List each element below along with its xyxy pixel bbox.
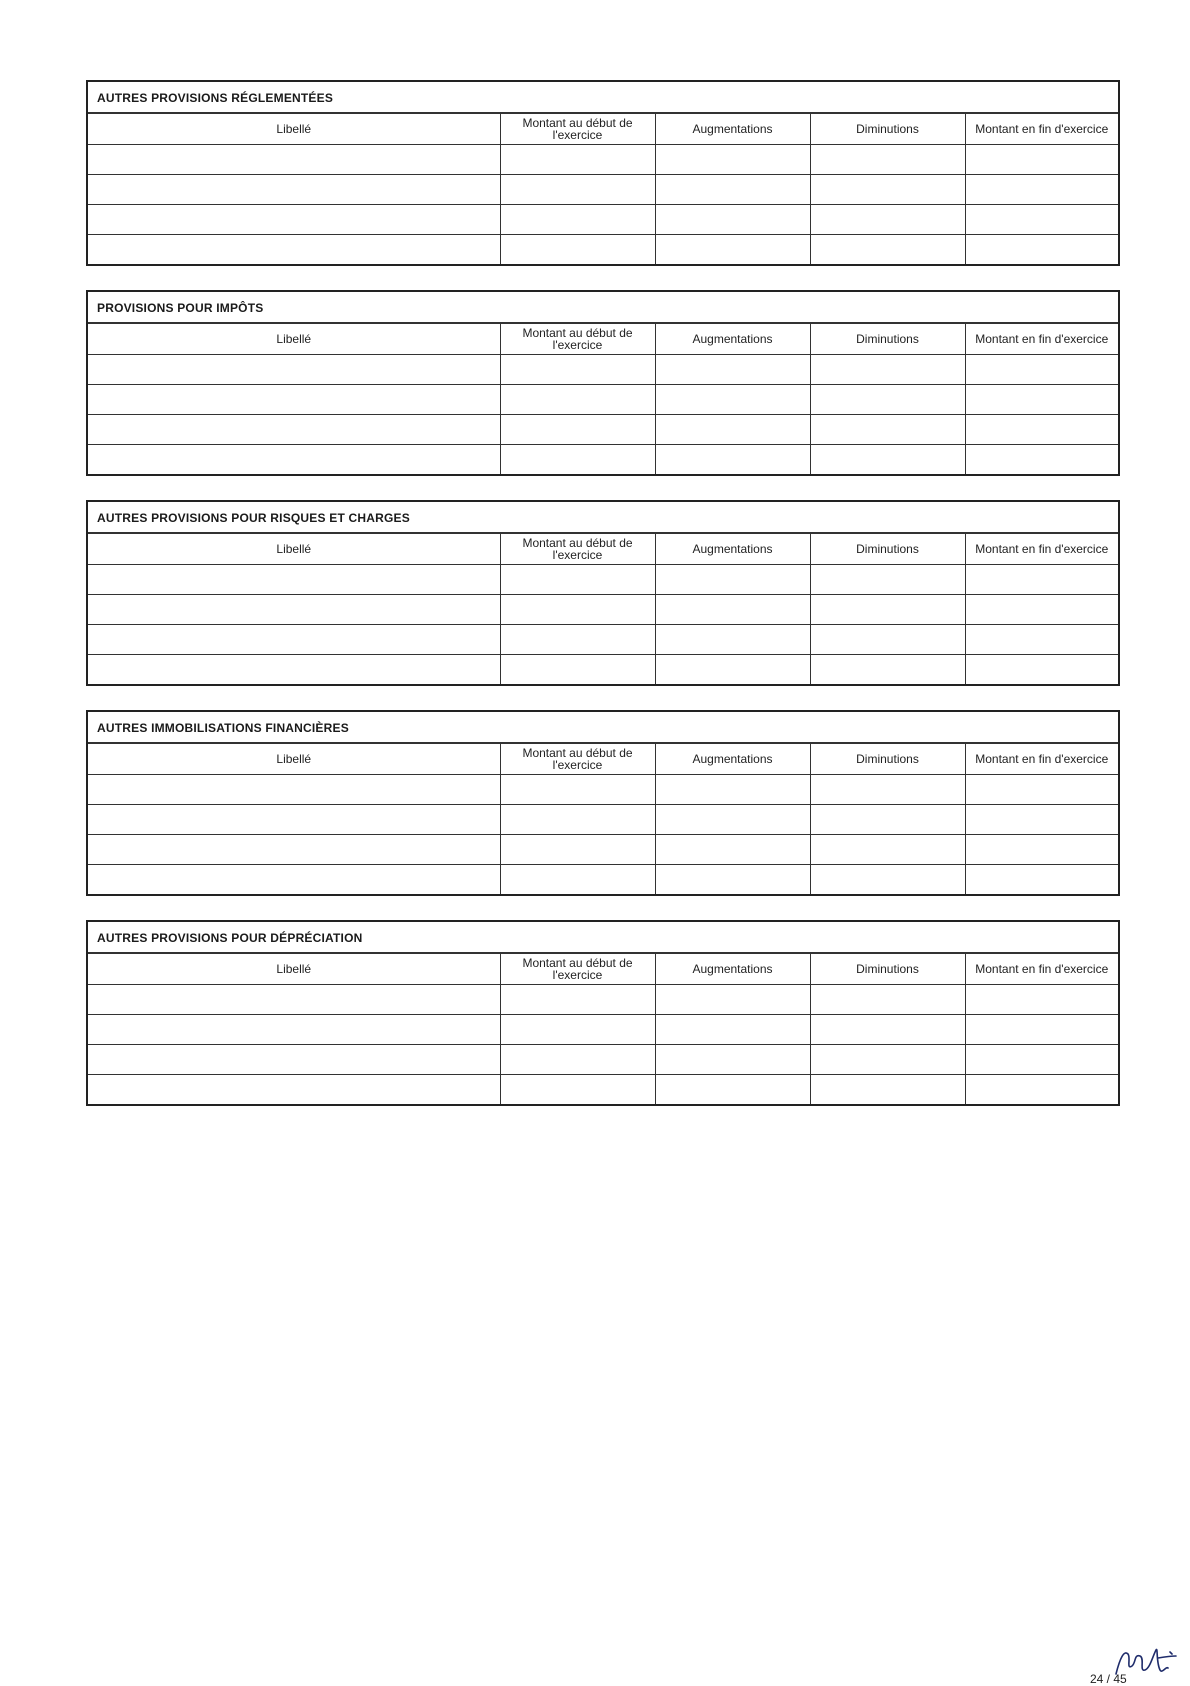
cell-libelle[interactable] <box>88 625 500 655</box>
cell-libelle[interactable] <box>88 355 500 385</box>
cell-montant-fin[interactable] <box>965 1045 1118 1075</box>
cell-montant-debut[interactable] <box>500 655 655 685</box>
header-montant-debut <box>500 324 655 355</box>
header-montant-debut-line1: Montant au début de <box>522 536 633 550</box>
header-montant-debut-line1: Montant au début de <box>522 746 633 760</box>
header-libelle: Libellé <box>88 534 500 565</box>
header-augmentations: Augmentations <box>655 534 810 565</box>
cell-augmentations[interactable] <box>655 145 810 175</box>
cell-augmentations[interactable] <box>655 1075 810 1105</box>
cell-montant-fin[interactable] <box>965 355 1118 385</box>
cell-montant-debut[interactable] <box>500 145 655 175</box>
table-row <box>88 355 1118 385</box>
cell-montant-fin[interactable] <box>965 595 1118 625</box>
table-row <box>88 655 1118 685</box>
section-autres-provisions-depreciation <box>86 920 1120 1106</box>
cell-libelle[interactable] <box>88 445 500 475</box>
header-diminutions: Diminutions <box>810 534 965 565</box>
provisions-table <box>88 953 1118 1104</box>
section-provisions-pour-impots <box>86 290 1120 476</box>
header-libelle: Libellé <box>88 114 500 145</box>
cell-montant-fin[interactable] <box>965 1015 1118 1045</box>
page-number: 24 / 45 <box>1090 1672 1127 1686</box>
cell-diminutions[interactable] <box>810 175 965 205</box>
cell-augmentations[interactable] <box>655 985 810 1015</box>
cell-montant-fin[interactable] <box>965 445 1118 475</box>
cell-montant-fin[interactable] <box>965 865 1118 895</box>
cell-diminutions[interactable] <box>810 355 965 385</box>
cell-diminutions[interactable] <box>810 565 965 595</box>
cell-libelle[interactable] <box>88 145 500 175</box>
cell-augmentations[interactable] <box>655 625 810 655</box>
cell-diminutions[interactable] <box>810 385 965 415</box>
cell-montant-fin[interactable] <box>965 1075 1118 1105</box>
cell-montant-debut[interactable] <box>500 205 655 235</box>
header-montant-debut-line2: l'exercice <box>552 548 603 562</box>
cell-augmentations[interactable] <box>655 865 810 895</box>
cell-montant-fin[interactable] <box>965 205 1118 235</box>
table-row <box>88 235 1118 265</box>
header-libelle: Libellé <box>88 744 500 775</box>
cell-montant-debut[interactable] <box>500 235 655 265</box>
header-montant-debut-line2: l'exercice <box>552 758 603 772</box>
cell-augmentations[interactable] <box>655 175 810 205</box>
cell-libelle[interactable] <box>88 175 500 205</box>
cell-augmentations[interactable] <box>655 1045 810 1075</box>
header-libelle: Libellé <box>88 324 500 355</box>
table-row <box>88 1075 1118 1105</box>
section-title: AUTRES PROVISIONS POUR DÉPRÉCIATION <box>88 922 1118 953</box>
cell-montant-fin[interactable] <box>965 235 1118 265</box>
cell-montant-debut[interactable] <box>500 1015 655 1045</box>
header-diminutions: Diminutions <box>810 114 965 145</box>
cell-montant-fin[interactable] <box>965 805 1118 835</box>
header-diminutions: Diminutions <box>810 954 965 985</box>
cell-montant-fin[interactable] <box>965 415 1118 445</box>
cell-montant-fin[interactable] <box>965 655 1118 685</box>
cell-augmentations[interactable] <box>655 775 810 805</box>
table-row <box>88 565 1118 595</box>
table-header-row <box>88 114 1118 145</box>
table-row <box>88 595 1118 625</box>
header-montant-fin: Montant en fin d'exercice <box>965 954 1118 985</box>
header-augmentations: Augmentations <box>655 744 810 775</box>
cell-diminutions[interactable] <box>810 775 965 805</box>
cell-montant-debut[interactable] <box>500 355 655 385</box>
header-augmentations: Augmentations <box>655 114 810 145</box>
table-row <box>88 385 1118 415</box>
cell-augmentations[interactable] <box>655 805 810 835</box>
cell-diminutions[interactable] <box>810 805 965 835</box>
cell-libelle[interactable] <box>88 1075 500 1105</box>
header-montant-debut-line2: l'exercice <box>552 968 603 982</box>
cell-libelle[interactable] <box>88 415 500 445</box>
header-montant-fin: Montant en fin d'exercice <box>965 114 1118 145</box>
header-montant-debut <box>500 954 655 985</box>
cell-diminutions[interactable] <box>810 985 965 1015</box>
header-diminutions: Diminutions <box>810 324 965 355</box>
cell-augmentations[interactable] <box>655 355 810 385</box>
table-row <box>88 805 1118 835</box>
cell-montant-debut[interactable] <box>500 805 655 835</box>
cell-libelle[interactable] <box>88 1045 500 1075</box>
cell-diminutions[interactable] <box>810 445 965 475</box>
section-title: AUTRES PROVISIONS RÉGLEMENTÉES <box>88 82 1118 113</box>
cell-libelle[interactable] <box>88 595 500 625</box>
table-row <box>88 1015 1118 1045</box>
table-row <box>88 865 1118 895</box>
cell-augmentations[interactable] <box>655 835 810 865</box>
cell-diminutions[interactable] <box>810 235 965 265</box>
cell-montant-debut[interactable] <box>500 625 655 655</box>
cell-diminutions[interactable] <box>810 655 965 685</box>
cell-augmentations[interactable] <box>655 565 810 595</box>
cell-libelle[interactable] <box>88 805 500 835</box>
section-title: AUTRES IMMOBILISATIONS FINANCIÈRES <box>88 712 1118 743</box>
cell-diminutions[interactable] <box>810 415 965 445</box>
cell-augmentations[interactable] <box>655 415 810 445</box>
cell-augmentations[interactable] <box>655 205 810 235</box>
header-montant-debut-line2: l'exercice <box>552 128 603 142</box>
section-autres-immobilisations-financieres <box>86 710 1120 896</box>
header-montant-debut-line1: Montant au début de <box>522 116 633 130</box>
cell-diminutions[interactable] <box>810 1045 965 1075</box>
cell-augmentations[interactable] <box>655 385 810 415</box>
cell-diminutions[interactable] <box>810 625 965 655</box>
header-montant-debut <box>500 744 655 775</box>
header-montant-debut <box>500 114 655 145</box>
cell-libelle[interactable] <box>88 865 500 895</box>
cell-libelle[interactable] <box>88 1015 500 1045</box>
table-row <box>88 175 1118 205</box>
cell-libelle[interactable] <box>88 565 500 595</box>
cell-montant-debut[interactable] <box>500 445 655 475</box>
cell-montant-debut[interactable] <box>500 775 655 805</box>
header-montant-fin: Montant en fin d'exercice <box>965 324 1118 355</box>
cell-diminutions[interactable] <box>810 205 965 235</box>
cell-libelle[interactable] <box>88 985 500 1015</box>
table-row <box>88 145 1118 175</box>
cell-montant-fin[interactable] <box>965 775 1118 805</box>
section-autres-provisions-reglementees <box>86 80 1120 266</box>
cell-montant-debut[interactable] <box>500 565 655 595</box>
cell-montant-debut[interactable] <box>500 1075 655 1105</box>
cell-montant-fin[interactable] <box>965 565 1118 595</box>
header-augmentations: Augmentations <box>655 324 810 355</box>
cell-montant-debut[interactable] <box>500 1045 655 1075</box>
table-row <box>88 985 1118 1015</box>
cell-augmentations[interactable] <box>655 1015 810 1045</box>
provisions-table <box>88 743 1118 894</box>
header-montant-debut-line1: Montant au début de <box>522 956 633 970</box>
cell-montant-debut[interactable] <box>500 835 655 865</box>
section-title: PROVISIONS POUR IMPÔTS <box>88 292 1118 323</box>
header-libelle: Libellé <box>88 954 500 985</box>
header-diminutions: Diminutions <box>810 744 965 775</box>
cell-libelle[interactable] <box>88 775 500 805</box>
section-title: AUTRES PROVISIONS POUR RISQUES ET CHARGES <box>88 502 1118 533</box>
cell-libelle[interactable] <box>88 205 500 235</box>
cell-montant-debut[interactable] <box>500 415 655 445</box>
cell-montant-debut[interactable] <box>500 865 655 895</box>
cell-montant-debut[interactable] <box>500 385 655 415</box>
header-augmentations: Augmentations <box>655 954 810 985</box>
table-header-row <box>88 534 1118 565</box>
cell-montant-debut[interactable] <box>500 175 655 205</box>
cell-montant-debut[interactable] <box>500 985 655 1015</box>
header-montant-fin: Montant en fin d'exercice <box>965 534 1118 565</box>
cell-diminutions[interactable] <box>810 835 965 865</box>
cell-diminutions[interactable] <box>810 1015 965 1045</box>
table-row <box>88 1045 1118 1075</box>
cell-libelle[interactable] <box>88 835 500 865</box>
header-montant-debut-line1: Montant au début de <box>522 326 633 340</box>
cell-diminutions[interactable] <box>810 1075 965 1105</box>
table-row <box>88 625 1118 655</box>
cell-libelle[interactable] <box>88 235 500 265</box>
table-header-row <box>88 954 1118 985</box>
table-row <box>88 835 1118 865</box>
header-montant-debut-line2: l'exercice <box>552 338 603 352</box>
cell-diminutions[interactable] <box>810 145 965 175</box>
cell-augmentations[interactable] <box>655 445 810 475</box>
cell-libelle[interactable] <box>88 385 500 415</box>
cell-montant-fin[interactable] <box>965 145 1118 175</box>
provisions-table <box>88 113 1118 264</box>
table-header-row <box>88 324 1118 355</box>
cell-montant-fin[interactable] <box>965 175 1118 205</box>
table-row <box>88 415 1118 445</box>
cell-augmentations[interactable] <box>655 595 810 625</box>
cell-montant-fin[interactable] <box>965 625 1118 655</box>
signature-icon <box>1112 1644 1182 1680</box>
cell-augmentations[interactable] <box>655 655 810 685</box>
cell-augmentations[interactable] <box>655 235 810 265</box>
table-row <box>88 775 1118 805</box>
cell-diminutions[interactable] <box>810 865 965 895</box>
header-montant-fin: Montant en fin d'exercice <box>965 744 1118 775</box>
cell-montant-debut[interactable] <box>500 595 655 625</box>
cell-libelle[interactable] <box>88 655 500 685</box>
table-row <box>88 445 1118 475</box>
table-header-row <box>88 744 1118 775</box>
table-row <box>88 205 1118 235</box>
cell-montant-fin[interactable] <box>965 835 1118 865</box>
cell-montant-fin[interactable] <box>965 985 1118 1015</box>
header-montant-debut <box>500 534 655 565</box>
provisions-table <box>88 323 1118 474</box>
cell-diminutions[interactable] <box>810 595 965 625</box>
section-autres-provisions-risques-charges <box>86 500 1120 686</box>
provisions-table <box>88 533 1118 684</box>
cell-montant-fin[interactable] <box>965 385 1118 415</box>
